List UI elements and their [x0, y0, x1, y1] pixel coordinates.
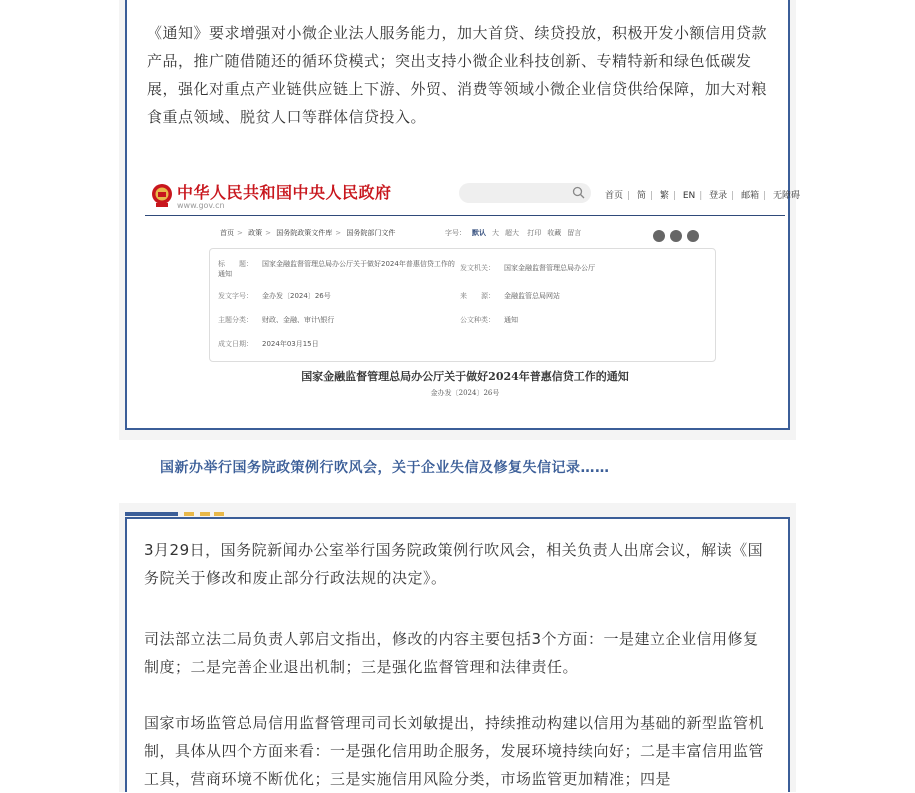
paragraph-notice-requirements: 《通知》要求增强对小微企业法人服务能力，加大首贷、续贷投放，积极开发小额信用贷款产品，推广随借随还的循环贷模式；突出支持小微企业科技创新、专精特新和绿色低碳发展，强化对重点产业链供应链上下游、外贸、消费等领域小微企业信贷供给保障，加大对粮食重点领域、脱贫人口等群体信贷投入。 — [147, 24, 768, 126]
gov-top-nav: 首页 | 简 | 繁 | EN | 登录 | 邮箱 | 无障碍 — [605, 191, 801, 201]
decor-dash-gold — [184, 512, 194, 516]
breadcrumb-home[interactable]: 首页 — [220, 229, 234, 237]
font-xlarge-button[interactable]: 超大 — [505, 229, 519, 237]
paragraph-briefing: 3月29日，国务院新闻办公室举行国务院政策例行吹风会，相关负责人出席会议，解读《国务院关于修改和废止部分行政法规的决定》。 — [144, 541, 764, 587]
document-number: 金办发〔2024〕26号 — [430, 389, 500, 397]
decor-dash-gold — [200, 512, 210, 516]
info-topic-row: 主题分类： 财政、金融、审计\银行 — [218, 316, 335, 324]
breadcrumb: 首页 > 政策 > 国务院政策文件库 > 国务院部门文件 — [220, 229, 396, 237]
info-title-row: 标 题： 国家金融监督管理总局办公厅关于做好2024年普惠信贷工作的通知 — [218, 260, 455, 278]
gov-website-screenshot — [145, 170, 801, 410]
wechat-icon[interactable] — [670, 230, 682, 242]
article-card-2 — [125, 517, 790, 792]
font-size-label: 字号： — [445, 229, 466, 237]
article-card-1 — [125, 0, 801, 430]
nav-english[interactable]: EN — [682, 191, 696, 201]
nav-accessibility[interactable]: 无障碍 — [773, 191, 801, 201]
share-icons — [653, 227, 704, 246]
search-icon[interactable] — [572, 186, 585, 199]
info-date-row: 成文日期： 2024年03月15日 — [218, 340, 319, 348]
national-emblem-icon — [151, 182, 173, 208]
gov-header — [145, 170, 801, 216]
nav-home[interactable]: 首页 — [605, 191, 624, 201]
info-type-value: 通知 — [504, 316, 518, 324]
nav-simplified[interactable]: 简 — [636, 191, 646, 201]
info-date-value: 2024年03月15日 — [262, 340, 319, 348]
favorite-button[interactable]: 收藏 — [547, 229, 562, 237]
info-issuer-row: 发文机关： 国家金融监督管理总局办公厅 — [460, 264, 595, 272]
info-issuer-value: 国家金融监督管理总局办公厅 — [504, 264, 595, 272]
info-topic-value: 财政、金融、审计\银行 — [262, 316, 335, 324]
gov-search-input[interactable] — [459, 183, 591, 203]
nav-mail[interactable]: 邮箱 — [741, 191, 760, 201]
nav-login[interactable]: 登录 — [709, 191, 728, 201]
gov-site-url: www.gov.cn — [177, 201, 225, 210]
breadcrumb-policy-library[interactable]: 国务院政策文件库 — [276, 229, 333, 237]
document-info-table — [209, 248, 716, 362]
breadcrumb-dept-docs[interactable]: 国务院部门文件 — [346, 229, 396, 237]
page-tools — [445, 228, 587, 238]
font-default-button[interactable]: 默认 — [472, 229, 486, 237]
print-button[interactable]: 打印 — [527, 229, 542, 237]
decor-dash-gold — [214, 512, 224, 516]
decor-bar-blue — [125, 512, 178, 516]
info-docno-row: 发文字号： 金办发〔2024〕26号 — [218, 292, 331, 300]
info-type-row: 公文种类： 通知 — [460, 316, 518, 324]
font-large-button[interactable]: 大 — [492, 229, 499, 237]
breadcrumb-policy[interactable]: 政策 — [248, 229, 263, 237]
gov-site-title: 中华人民共和国中央人民政府 — [177, 183, 392, 202]
comment-button[interactable]: 留言 — [567, 229, 582, 237]
paragraph-ministry-of-justice: 司法部立法二局负责人郭启文指出，修改的内容主要包括3个方面：一是建立企业信用修复制度；二是完善企业退出机制；三是强化监督管理和法律责任。 — [144, 630, 759, 676]
info-source-value: 金融监管总局网站 — [504, 292, 560, 300]
nav-traditional[interactable]: 繁 — [659, 191, 669, 201]
info-source-row: 来 源： 金融监管总局网站 — [460, 292, 560, 300]
document-title: 国家金融监督管理总局办公厅关于做好2024年普惠信贷工作的通知 — [301, 370, 629, 383]
related-article-link[interactable]: 国新办举行国务院政策例行吹风会，关于企业失信及修复失信记录…… — [160, 460, 610, 476]
weibo-icon[interactable] — [653, 230, 665, 242]
info-docno-value: 金办发〔2024〕26号 — [262, 292, 331, 300]
paragraph-market-regulation: 国家市场监管总局信用监督管理司司长刘敏提出，持续推动构建以信用为基础的新型监管机制，具体从四个方面来看：一是强化信用助企服务，发展环境持续向好；二是丰富信用监管工具，营商环境不断优化；三是实施信用风险分类，市场监管更加精准；四是 — [144, 714, 765, 788]
info-title-value: 国家金融监督管理总局办公厅关于做好2024年普惠信贷工作的通知 — [218, 260, 455, 278]
star-icon[interactable] — [687, 230, 699, 242]
